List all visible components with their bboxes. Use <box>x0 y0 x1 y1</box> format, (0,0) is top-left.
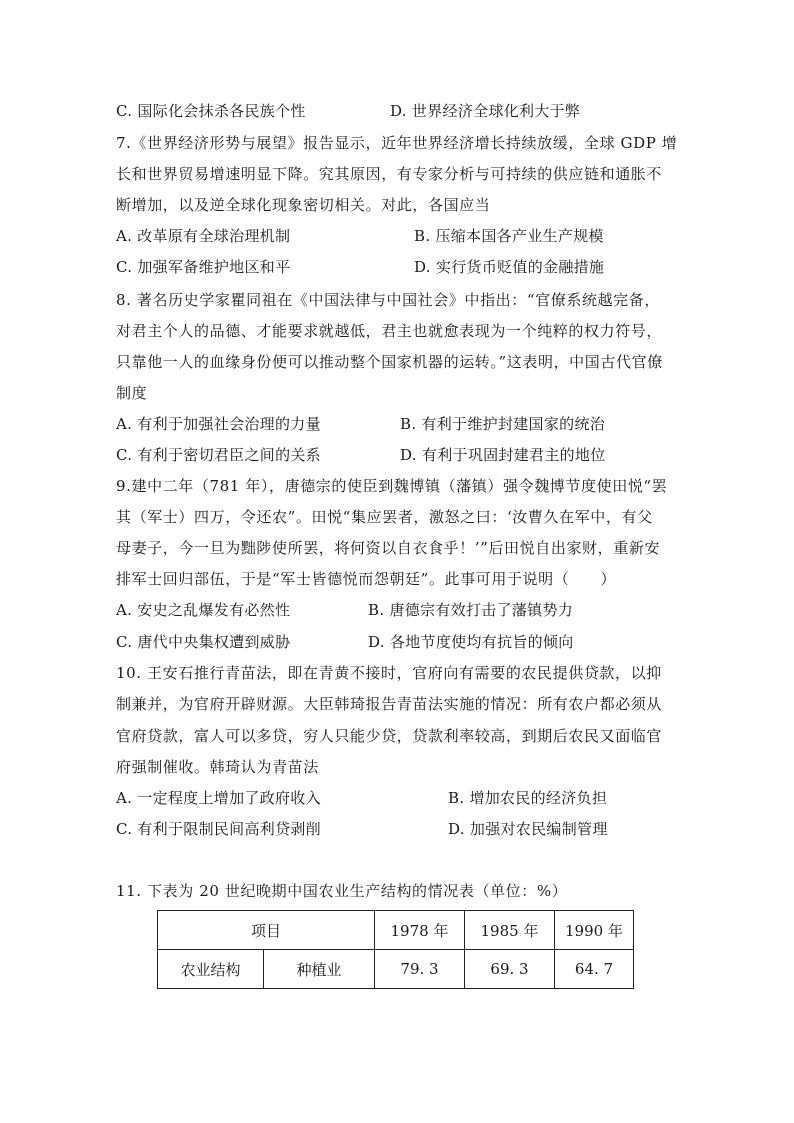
q9-option-b: B. 唐德宗有效打击了藩镇势力 <box>368 601 574 619</box>
q7-option-a: A. 改革原有全球治理机制 <box>116 227 291 245</box>
q8-stem-line-2: 对君主个人的品德、才能要求就越低，君主也就愈表现为一个纯粹的权力符号， <box>116 322 663 340</box>
q9-option-d: D. 各地节度使均有抗旨的倾向 <box>368 633 574 651</box>
table-header-1978: 1978 年 <box>375 911 465 950</box>
table-header-row <box>158 911 634 950</box>
q10-stem-line-3: 官府贷款，富人可以多贷，穷人只能少贷，贷款利率较高，到期后农民又面临官 <box>116 727 663 745</box>
q8-option-a: A. 有利于加强社会治理的力量 <box>116 415 321 433</box>
q9-option-c: C. 唐代中央集权遭到威胁 <box>116 633 291 651</box>
q10-stem-line-2: 制兼并，为官府开辟财源。大臣韩琦报告青苗法实施的情况：所有农户都必须从 <box>116 695 663 713</box>
table-row <box>158 950 634 989</box>
q10-option-d: D. 加强对农民编制管理 <box>448 820 608 838</box>
q9-stem-line-4: 排军士回归部伍，于是“军士皆德悦而怨朝廷”。此事可用于说明（ ） <box>116 570 617 588</box>
table-cell-1990: 64. 7 <box>555 950 634 989</box>
q10-option-a: A. 一定程度上增加了政府收入 <box>116 789 321 807</box>
q7-option-b: B. 压缩本国各产业生产规模 <box>414 227 604 245</box>
table-header-item: 项目 <box>158 911 375 950</box>
q9-option-a: A. 安史之乱爆发有必然性 <box>116 601 291 619</box>
q7-option-d: D. 实行货币贬值的金融措施 <box>414 258 605 276</box>
q6-option-d: D. 世界经济全球化利大于弊 <box>390 102 581 120</box>
table-header-1985: 1985 年 <box>465 911 555 950</box>
q8-stem-line-4: 制度 <box>116 384 148 402</box>
q10-stem-line-4: 府强制催收。韩琦认为青苗法 <box>116 758 319 776</box>
q10-stem-line-1: 10. 王安石推行青苗法，即在青黄不接时，官府向有需要的农民提供贷款，以抑 <box>116 664 662 682</box>
q8-option-b: B. 有利于维护封建国家的统治 <box>400 415 606 433</box>
table-header-1990: 1990 年 <box>555 911 634 950</box>
q7-stem-line-3: 断增加，以及逆全球化现象密切相关。对此，各国应当 <box>116 196 491 214</box>
q10-option-b: B. 增加农民的经济负担 <box>448 789 608 807</box>
q6-option-c: C. 国际化会抹杀各民族个性 <box>116 102 306 120</box>
q8-option-c: C. 有利于密切君臣之间的关系 <box>116 446 321 464</box>
q8-option-d: D. 有利于巩固封建君主的地位 <box>400 446 606 464</box>
q7-stem-line-1: 7.《世界经济形势与展望》报告显示，近年世界经济增长持续放缓，全球 GDP 增 <box>116 134 678 152</box>
q11-title: 11. 下表为 20 世纪晚期中国农业生产结构的情况表（单位：%） <box>116 882 568 900</box>
q8-stem-line-1: 8. 著名历史学家瞿同祖在《中国法律与中国社会》中指出：“官僚系统越完备， <box>116 291 660 309</box>
q9-stem-line-2: 其（军士）四万，令还农”。田悦“集应罢者，激怒之曰：‘汝曹久在军中，有父 <box>116 508 653 526</box>
q10-option-c: C. 有利于限制民间高利贷剥削 <box>116 820 321 838</box>
q8-stem-line-3: 只靠他一人的血缘身份便可以推动整个国家机器的运转。”这表明，中国古代官僚 <box>116 353 663 371</box>
table-cell-subcategory: 种植业 <box>264 950 375 989</box>
q9-stem-line-3: 母妻子，今一旦为黜陟使所罢，将何资以自衣食乎！’”后田悦自出家财，重新安 <box>116 539 661 557</box>
table-cell-category: 农业结构 <box>158 950 264 989</box>
agriculture-structure-table <box>157 910 634 989</box>
table-cell-1978: 79. 3 <box>375 950 465 989</box>
q7-stem-line-2: 长和世界贸易增速明显下降。究其原因，有专家分析与可持续的供应链和通胀不 <box>116 165 663 183</box>
table-cell-1985: 69. 3 <box>465 950 555 989</box>
q7-option-c: C. 加强军备维护地区和平 <box>116 258 291 276</box>
q9-stem-line-1: 9.建中二年（781 年），唐德宗的使臣到魏博镇（藩镇）强令魏博节度使田悦“罢 <box>116 477 668 495</box>
